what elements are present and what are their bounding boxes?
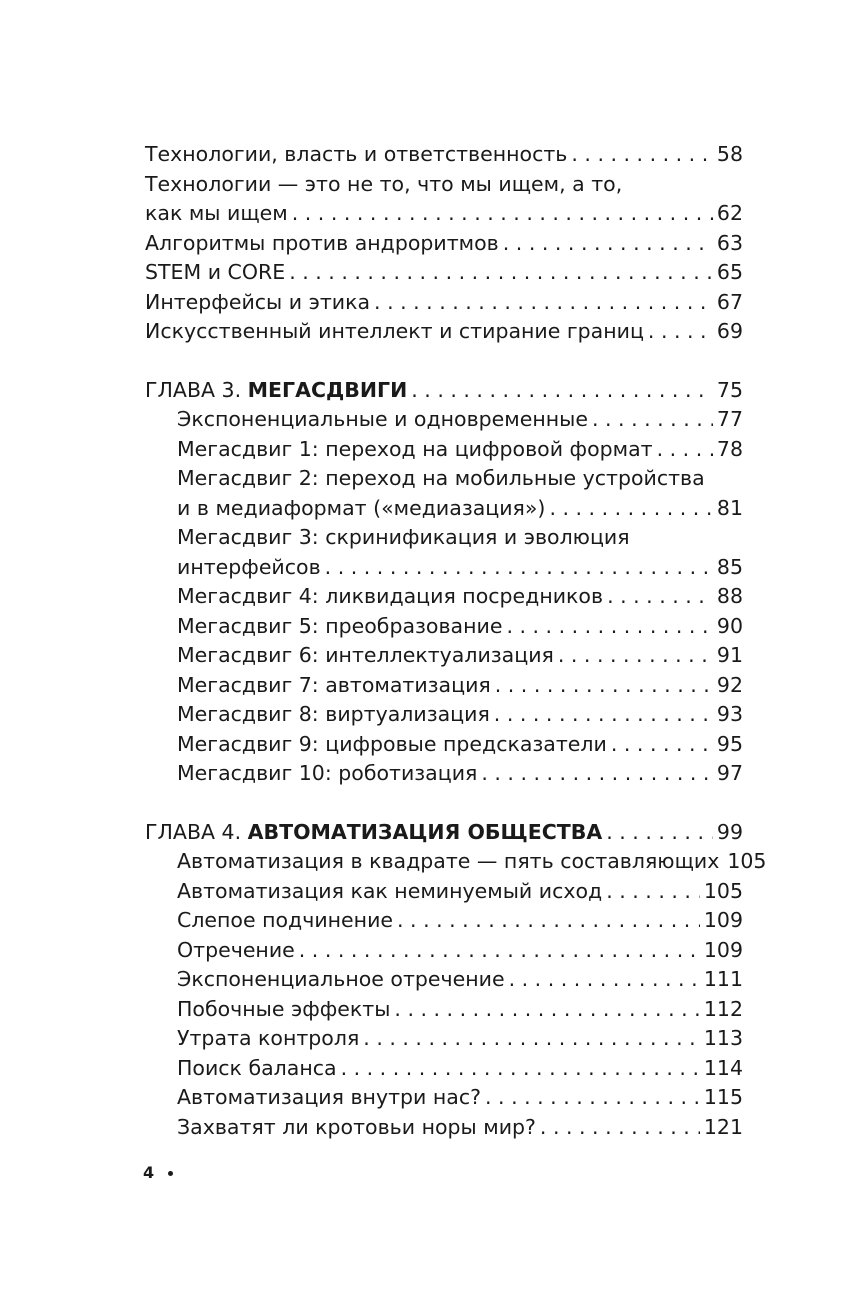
- leader-dots: [611, 730, 713, 760]
- page-number: 109: [703, 908, 743, 932]
- leader-dots: [657, 435, 713, 465]
- leader-dots: [341, 1054, 700, 1084]
- leader-dots: [648, 317, 713, 347]
- toc-entry[interactable]: [145, 995, 743, 1025]
- entry-title-line: Мегасдвиг 2: переход на мобильные устройства: [177, 466, 705, 490]
- leader-dots: [374, 288, 713, 318]
- entry-title: Экспоненциальное отречение: [177, 967, 505, 991]
- toc-entry[interactable]: [145, 170, 743, 229]
- chapter-prefix: ГЛАВА 3.: [145, 377, 248, 402]
- page-number: 81: [716, 495, 743, 520]
- entry-title: Утрата контроля: [177, 1026, 360, 1050]
- table-of-contents: [145, 140, 767, 1142]
- page-number: 95: [716, 731, 743, 756]
- toc-entry[interactable]: [145, 730, 743, 760]
- page-number: 113: [703, 1026, 743, 1050]
- leader-dots: [299, 936, 700, 966]
- leader-dots: [495, 671, 713, 701]
- page-number: 91: [716, 643, 743, 667]
- toc-entry[interactable]: [145, 258, 743, 288]
- entry-title: Мегасдвиг 8: виртуализация: [177, 702, 490, 726]
- entry-title: Слепое подчинение: [177, 908, 394, 932]
- leader-dots: [292, 199, 713, 229]
- section-gap: [145, 347, 743, 376]
- entry-title: STEM и CORE: [145, 260, 286, 284]
- entry-title: Технологии, власть и ответственность: [145, 142, 568, 166]
- entry-title: Искусственный интеллект и стирание границ: [145, 319, 644, 343]
- entry-title: Экспоненциальные и одновременные: [177, 407, 588, 431]
- entry-title: Автоматизация как неминуемый исход: [177, 878, 603, 903]
- toc-entry[interactable]: [145, 405, 743, 435]
- chapter-heading[interactable]: [145, 376, 743, 406]
- leader-dots: [503, 229, 713, 259]
- leader-dots: [394, 995, 699, 1025]
- page-number: 85: [716, 554, 743, 579]
- page-number: 105: [703, 878, 743, 903]
- leader-dots: [506, 612, 712, 642]
- entry-title-line: и в медиаформат («медиазация»): [177, 495, 546, 520]
- leader-dots: [494, 700, 713, 730]
- page-number: 78: [716, 436, 743, 461]
- page-number: 112: [703, 996, 743, 1021]
- toc-entry[interactable]: [145, 612, 743, 642]
- entry-title-last-line: [145, 199, 743, 229]
- entry-title: Мегасдвиг 6: интеллектуализация: [177, 643, 554, 667]
- leader-dots: [485, 1083, 700, 1113]
- page-number: 114: [703, 1055, 743, 1080]
- entry-title: Мегасдвиг 4: ликвидация посредников: [177, 584, 604, 608]
- leader-dots: [411, 376, 713, 406]
- entry-title: Интерфейсы и этика: [145, 289, 371, 314]
- entry-title: Побочные эффекты: [177, 996, 391, 1021]
- page-number: 58: [716, 142, 743, 166]
- entry-title-last-line: [177, 553, 743, 583]
- page-number: 105: [727, 849, 767, 873]
- page-number: 97: [716, 761, 743, 785]
- chapter-name: АВТОМАТИЗАЦИЯ ОБЩЕСТВА: [247, 819, 603, 844]
- chapter-heading[interactable]: [145, 818, 743, 848]
- page-number: 67: [716, 289, 743, 314]
- leader-dots: [363, 1024, 700, 1054]
- bullet-icon: [168, 1171, 173, 1176]
- entry-title: Мегасдвиг 9: цифровые предсказатели: [177, 731, 607, 756]
- entry-title: Алгоритмы против андроритмов: [145, 230, 499, 255]
- toc-entry[interactable]: [145, 1113, 743, 1143]
- toc-entry[interactable]: [145, 523, 743, 582]
- chapter-title: [145, 818, 602, 848]
- leader-dots: [289, 258, 713, 288]
- entry-title: Мегасдвиг 1: переход на цифровой формат: [177, 436, 653, 461]
- chapter-name: МЕГАСДВИГИ: [247, 377, 408, 402]
- page-number: 111: [703, 967, 743, 991]
- leader-dots: [606, 877, 700, 907]
- page-footer: [143, 1163, 173, 1182]
- page-number: 121: [703, 1114, 743, 1139]
- toc-entry[interactable]: [145, 1083, 743, 1113]
- page-number: 75: [716, 377, 743, 402]
- page-number: 62: [716, 201, 743, 225]
- leader-dots: [325, 553, 713, 583]
- leader-dots: [540, 1113, 700, 1143]
- toc-entry[interactable]: [145, 965, 743, 995]
- page-number: 109: [703, 937, 743, 962]
- leader-dots: [592, 405, 713, 435]
- entry-title: Мегасдвиг 7: автоматизация: [177, 672, 491, 697]
- toc-entry[interactable]: [145, 229, 743, 259]
- chapter-title: [145, 376, 407, 406]
- entry-title: Поиск баланса: [177, 1055, 337, 1080]
- toc-entry[interactable]: [145, 641, 743, 671]
- leader-dots: [607, 582, 713, 612]
- entry-title-line: Технологии — это не то, что мы ищем, а то,: [145, 171, 623, 196]
- leader-dots: [606, 818, 713, 848]
- toc-entry[interactable]: [145, 759, 743, 789]
- page-number: 4: [143, 1163, 155, 1182]
- leader-dots: [397, 906, 700, 936]
- leader-dots: [558, 641, 713, 671]
- page-number: 99: [716, 819, 743, 844]
- section-gap: [145, 789, 743, 818]
- toc-entry[interactable]: [145, 671, 743, 701]
- page-number: 93: [716, 702, 743, 726]
- chapter-prefix: ГЛАВА 4.: [145, 819, 248, 844]
- entry-title-line: Мегасдвиг 3: скринификация и эволюция: [177, 525, 630, 549]
- entry-title: Отречение: [177, 937, 295, 962]
- entry-title-last-line: [177, 494, 743, 524]
- page-number: 88: [716, 584, 743, 608]
- page-number: 115: [703, 1085, 743, 1109]
- toc-entry[interactable]: [145, 877, 743, 907]
- leader-dots: [509, 965, 700, 995]
- toc-entry[interactable]: [145, 906, 743, 936]
- toc-entry[interactable]: [145, 1054, 743, 1084]
- toc-entry[interactable]: [145, 1024, 743, 1054]
- toc-entry[interactable]: [145, 288, 743, 318]
- leader-dots: [481, 759, 713, 789]
- toc-entry[interactable]: [145, 847, 767, 877]
- leader-dots: [571, 140, 713, 170]
- page-number: 92: [716, 672, 743, 697]
- page-number: 90: [716, 613, 743, 638]
- toc-entry[interactable]: [145, 435, 743, 465]
- entry-title: Мегасдвиг 10: роботизация: [177, 761, 478, 785]
- entry-title: Мегасдвиг 5: преобразование: [177, 613, 503, 638]
- page-number: 77: [716, 407, 743, 431]
- toc-entry[interactable]: [145, 700, 743, 730]
- entry-title-line: как мы ищем: [145, 201, 288, 225]
- toc-entry[interactable]: [145, 936, 743, 966]
- entry-title: Автоматизация в квадрате — пять составляющих: [177, 849, 720, 873]
- entry-title-line: интерфейсов: [177, 554, 321, 579]
- leader-dots: [549, 494, 712, 524]
- toc-entry[interactable]: [145, 140, 743, 170]
- toc-entry[interactable]: [145, 464, 743, 523]
- entry-title: Захватят ли кротовьи норы мир?: [177, 1114, 536, 1139]
- page-number: 69: [716, 319, 743, 343]
- entry-title: Автоматизация внутри нас?: [177, 1085, 481, 1109]
- toc-entry[interactable]: [145, 582, 743, 612]
- page-number: 63: [716, 230, 743, 255]
- page-number: 65: [716, 260, 743, 284]
- toc-entry[interactable]: [145, 317, 743, 347]
